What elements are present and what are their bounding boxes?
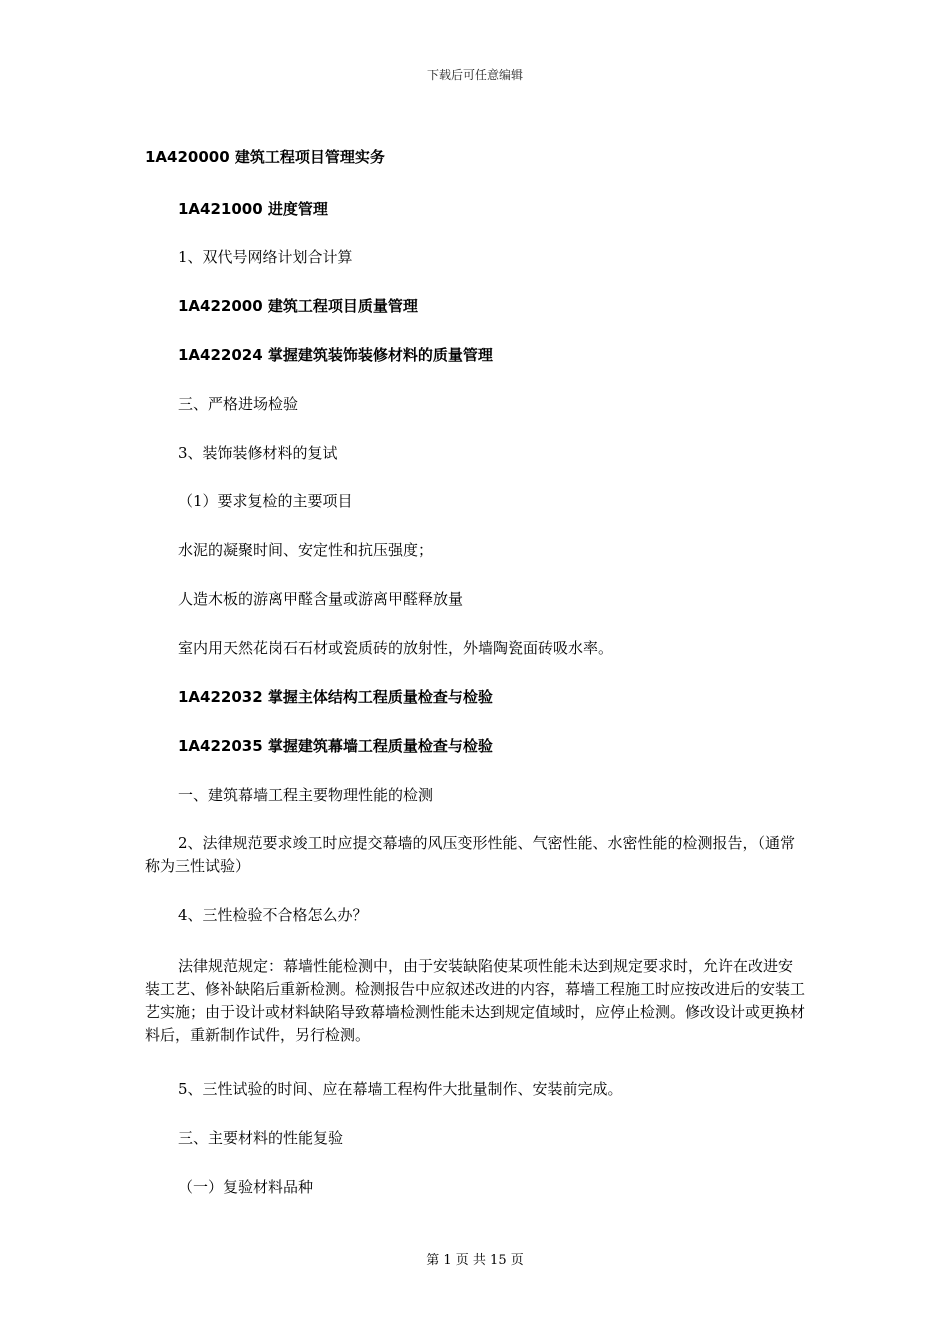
heading-1a420000: 1A420000 建筑工程项目管理实务 (145, 148, 385, 166)
heading-1a421000: 1A421000 进度管理 (178, 200, 328, 218)
heading-1a422035: 1A422035 掌握建筑幕墙工程质量检查与检验 (178, 737, 493, 755)
paragraph-three-tests: 2、法律规范要求竣工时应提交幕墙的风压变形性能、气密性能、水密性能的检测报告，（通常称为三性试验） (145, 834, 796, 875)
heading-1a422024: 1A422024 掌握建筑装饰装修材料的质量管理 (178, 346, 493, 364)
paragraph-regulation: 法律规范规定：幕墙性能检测中，由于安装缺陷使某项性能未达到规定要求时，允许在改进安装工艺、修补缺陷后重新检测。检测报告中应叙述改进的内容，幕墙工程施工时应按改进后的安装工艺实施；由于设计或材料缺陷导致幕墙检测性能未达到规定值域时，应停止检测。修改设计或更换材料后，重新制作试件，另行检测。 (145, 957, 806, 1044)
heading-1a422032: 1A422032 掌握主体结构工程质量检查与检验 (178, 688, 493, 706)
page-header: 下载后可任意编辑 (426, 68, 523, 82)
heading-1a422000: 1A422000 建筑工程项目质量管理 (178, 297, 418, 315)
paragraph-cement: 水泥的凝聚时间、安定性和抗压强度； (178, 541, 434, 559)
paragraph-retest: 3、装饰装修材料的复试 (178, 444, 338, 462)
paragraph-curtain-wall-testing: 一、建筑幕墙工程主要物理性能的检测 (178, 786, 434, 804)
paragraph-test-failure: 4、三性检验不合格怎么办？ (178, 906, 368, 924)
paragraph-network-plan: 1、双代号网络计划合计算 (178, 248, 353, 266)
paragraph-material-types: （一）复验材料品种 (178, 1178, 314, 1196)
page-footer: 第 1 页 共 15 页 (426, 1253, 524, 1268)
paragraph-test-timing: 5、三性试验的时间、应在幕墙工程构件大批量制作、安装前完成。 (178, 1080, 623, 1098)
paragraph-retest-items: （1）要求复检的主要项目 (178, 492, 353, 510)
paragraph-wood-board: 人造木板的游离甲醛含量或游离甲醛释放量 (178, 590, 464, 608)
paragraph-inspection: 三、严格进场检验 (178, 395, 299, 413)
paragraph-granite: 室内用天然花岗石石材或瓷质砖的放射性，外墙陶瓷面砖吸水率。 (178, 639, 614, 657)
paragraph-material-retest: 三、主要材料的性能复验 (178, 1129, 344, 1147)
